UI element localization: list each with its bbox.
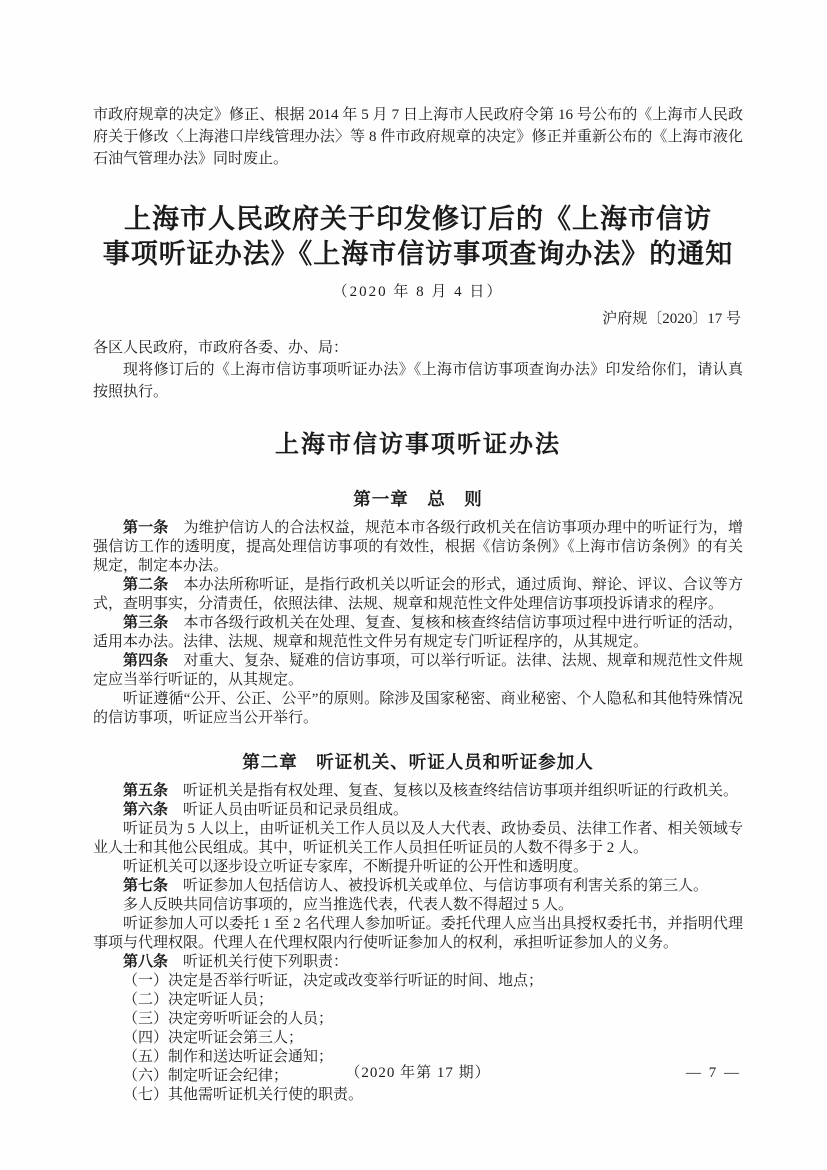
article-8-item-4 [93,1029,743,1048]
article-7-continuation-2 [93,915,743,953]
article-5-text: 听证机关是指有权处理、复查、复核以及核查终结信访事项并组织听证的行政机关。 [183,783,739,799]
article-4-paragraph [93,652,743,690]
article-6-continuation-1 [93,820,743,858]
article-4b-text: 听证遵循“公开、公正、公平”的原则。除涉及国家秘密、商业秘密、个人隐私和其他特殊情况的信访事项，听证应当公开举行。 [93,691,743,726]
article-8-item-7-text: （七）其他需听证机关行使的职责。 [123,1087,364,1103]
notice-date: （2020 年 8 月 4 日） [332,284,504,300]
article-2-paragraph [93,576,743,614]
footer-page-number: — 7 — [686,1065,741,1081]
page-footer [93,1062,743,1084]
article-6-continuation-2 [93,858,743,877]
article-8-item-4-text: （四）决定听证会第三人； [123,1030,304,1046]
article-8-item-1 [93,972,743,991]
article-3-paragraph [93,614,743,652]
article-8-label: 第八条 [123,954,169,970]
article-8-item-3 [93,1010,743,1029]
doc-number: 沪府规〔2020〕17 号 [602,311,741,327]
article-5-paragraph [93,782,743,801]
article-2-label: 第二条 [123,577,169,593]
article-1-text: 为维护信访人的合法权益，规范本市各级行政机关在信访事项办理中的听证行为，增强信访工作的透明度，提高处理信访事项的有效性，根据《信访条例》《上海市信访条例》的有关规定，制定本办法。 [93,520,743,574]
article-7-continuation-1 [93,896,743,915]
article-7b-text: 多人反映共同信访事项的，应当推选代表，代表人数不得超过 5 人。 [123,897,574,913]
footer-issue: （2020 年第 17 期） [345,1065,491,1081]
article-1-label: 第一条 [123,520,169,536]
notice-title [93,202,743,272]
article-8-item-2-text: （二）决定听证人员； [123,992,274,1008]
article-6-text: 听证人员由听证员和记录员组成。 [183,802,409,818]
article-8-item-7 [93,1086,743,1105]
text-column [93,0,743,1105]
notice-title-line-2: 事项听证办法》《上海市信访事项查询办法》的通知 [102,239,734,269]
article-2-text: 本办法所称听证，是指行政机关以听证会的形式，通过质询、辩论、评议、合议等方式，查明事实，分清责任，依照法律、法规、规章和规范性文件处理信访事项投诉请求的程序。 [93,577,743,612]
article-8-item-1-text: （一）决定是否举行听证，决定或改变举行听证的时间、地点； [123,973,544,989]
article-8-paragraph [93,953,743,972]
chapter-1 [93,461,743,728]
article-7-label: 第七条 [123,878,169,894]
article-8-item-6-text: （六）制定听证会纪律； [123,1068,289,1084]
chapter-1-heading: 第一章 总 则 [353,489,483,509]
article-4-text: 对重大、复杂、疑难的信访事项，可以举行听证。法律、法规、规章和规范性文件规定应当举行听证的，从其规定。 [93,653,743,688]
article-4-label: 第四条 [123,653,169,669]
article-7-text: 听证参加人包括信访人、被投诉机关或单位、与信访事项有利害关系的第三人。 [183,878,709,894]
article-6b-text: 听证员为 5 人以上，由听证机关工作人员以及人大代表、政协委员、法律工作者、相关领域专业人士和其他公民组成。其中，听证机关工作人员担任听证员的人数不得多于 2 人。 [93,821,743,856]
article-6-paragraph [93,801,743,820]
article-3-label: 第三条 [123,615,169,631]
article-5-label: 第五条 [123,783,169,799]
chapter-2-heading: 第二章 听证机关、听证人员和听证参加人 [242,752,594,772]
article-1-paragraph [93,519,743,576]
article-8-text: 听证机关行使下列职责： [183,954,349,970]
article-8-item-3-text: （三）决定旁听听证会的人员； [123,1011,334,1027]
article-3-text: 本市各级行政机关在处理、复查、复核和核查终结信访事项过程中进行听证的活动，适用本办法。法律、法规、规章和规范性文件另有规定专门听证程序的，从其规定。 [93,615,743,650]
article-6-label: 第六条 [123,802,169,818]
intro-paragraph: 市政府规章的决定》修正、根据 2014 年 5 月 7 日上海市人民政府令第 16 号公布的《上海市人民政府关于修改〈上海港口岸线管理办法〉等 8 件市政府规章的决定》修正并重新公布的《上海市液化石油气管理办法》同时废止。 [93,107,743,167]
article-7-paragraph [93,877,743,896]
article-8-item-2 [93,991,743,1010]
article-7c-text: 听证参加人可以委托 1 至 2 名代理人参加听证。委托代理人应当出具授权委托书，并指明代理事项与代理权限。代理人在代理权限内行使听证参加人的权利，承担听证参加人的义务。 [93,916,743,951]
article-6c-text: 听证机关可以逐步设立听证专家库，不断提升听证的公开性和透明度。 [123,859,589,875]
regulation-title: 上海市信访事项听证办法 [275,432,561,458]
notice-body-paragraph: 现将修订后的《上海市信访事项听证办法》《上海市信访事项查询办法》印发给你们，请认真按照执行。 [93,362,743,400]
chapter-2 [93,728,743,1105]
article-8-item-5-text: （五）制作和送达听证会通知； [123,1049,334,1065]
article-4-continuation [93,690,743,728]
notice-title-line-1: 上海市人民政府关于印发修订后的《上海市信访 [124,204,712,234]
salutation: 各区人民政府，市政府各委、办、局： [93,340,349,356]
